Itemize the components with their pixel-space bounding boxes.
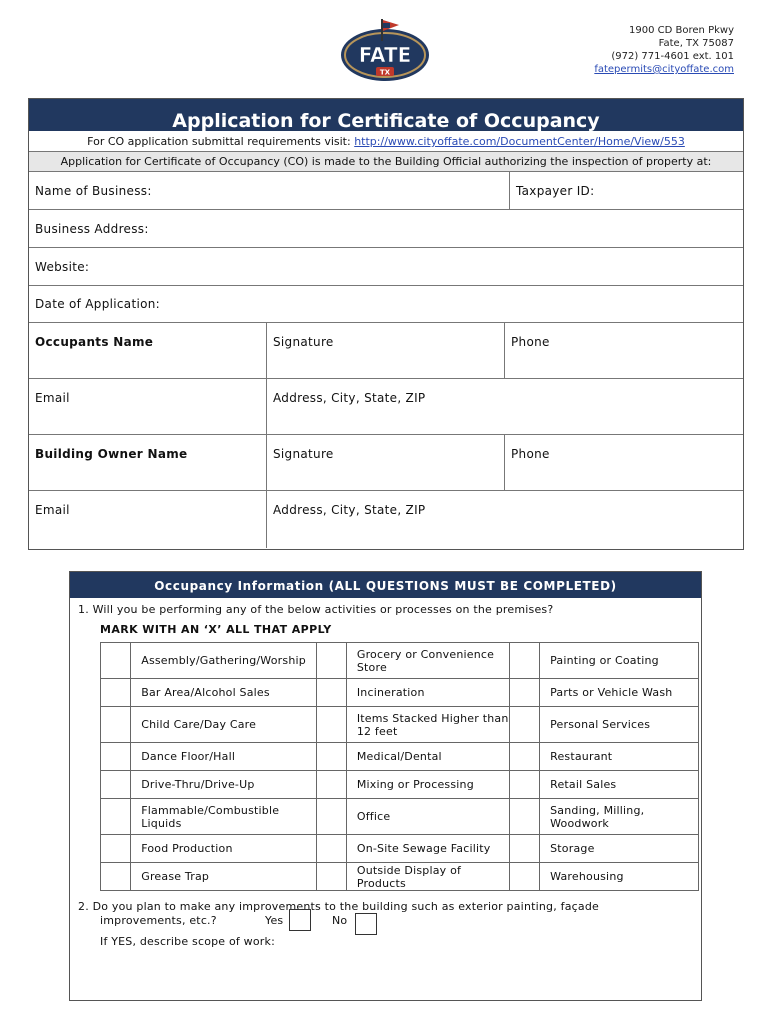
activity-checkbox[interactable] (316, 771, 346, 799)
activity-label: Drive-Thru/Drive-Up (131, 771, 316, 799)
owner-name-field[interactable]: Building Owner Name (35, 447, 188, 461)
divider (266, 491, 267, 548)
activities-table (100, 642, 699, 891)
activity-row (101, 643, 699, 679)
divider (266, 435, 267, 490)
activity-label: Warehousing (540, 863, 699, 891)
contact-email-link[interactable]: fatepermits@cityoffate.com (594, 64, 734, 75)
occupant-email-field[interactable]: Email (35, 391, 70, 405)
activity-label: Parts or Vehicle Wash (540, 679, 699, 707)
contact-info (594, 24, 734, 76)
activity-checkbox[interactable] (509, 771, 539, 799)
divider (266, 323, 267, 378)
activity-row (101, 799, 699, 835)
logo-state: TX (379, 68, 391, 77)
activity-label: Office (346, 799, 509, 835)
activity-label: Mixing or Processing (346, 771, 509, 799)
activity-checkbox[interactable] (509, 863, 539, 891)
business-name-field[interactable]: Name of Business: (35, 184, 152, 198)
activity-checkbox[interactable] (509, 835, 539, 863)
question-2: 2. Do you plan to make any improvements to the building such as exterior painting, façade (78, 900, 599, 913)
no-checkbox[interactable] (355, 913, 377, 935)
activity-label: Storage (540, 835, 699, 863)
contact-phone: (972) 771-4601 ext. 101 (611, 51, 734, 62)
activity-checkbox[interactable] (316, 799, 346, 835)
activity-label: Incineration (346, 679, 509, 707)
activity-label: Sanding, Milling, Woodwork (540, 799, 699, 835)
occupant-signature-field[interactable]: Signature (273, 335, 334, 349)
address-line-1: 1900 CD Boren Pkwy (629, 25, 734, 36)
activity-checkbox[interactable] (101, 743, 131, 771)
website-row (29, 248, 743, 286)
activity-checkbox[interactable] (509, 707, 539, 743)
occupancy-section (69, 571, 702, 1001)
activity-label: Flammable/Combustible Liquids (131, 799, 316, 835)
divider (504, 323, 505, 378)
activity-label: Items Stacked Higher than 12 feet (346, 707, 509, 743)
activity-checkbox[interactable] (101, 863, 131, 891)
requirements-text: For CO application submittal requirements visit: (87, 135, 355, 148)
activity-label: Personal Services (540, 707, 699, 743)
city-of-fate-logo (333, 17, 437, 85)
activity-label: Dance Floor/Hall (131, 743, 316, 771)
taxpayer-id-field[interactable]: Taxpayer ID: (516, 184, 595, 198)
activity-label: Medical/Dental (346, 743, 509, 771)
activity-checkbox[interactable] (101, 707, 131, 743)
date-field[interactable]: Date of Application: (35, 297, 160, 311)
activity-label: Retail Sales (540, 771, 699, 799)
activity-label: Grease Trap (131, 863, 316, 891)
activity-checkbox[interactable] (509, 799, 539, 835)
mark-instructions: MARK WITH AN ‘X’ ALL THAT APPLY (100, 623, 332, 636)
activity-checkbox[interactable] (101, 679, 131, 707)
activity-row (101, 863, 699, 891)
application-form (28, 98, 744, 550)
activity-checkbox[interactable] (101, 643, 131, 679)
address-line-2: Fate, TX 75087 (658, 38, 734, 49)
activity-checkbox[interactable] (316, 835, 346, 863)
form-title: Application for Certificate of Occupancy (172, 110, 600, 132)
question-2-cont: improvements, etc.? (100, 914, 217, 927)
activity-checkbox[interactable] (316, 707, 346, 743)
website-field[interactable]: Website: (35, 260, 90, 274)
yes-checkbox[interactable] (289, 909, 311, 931)
occupant-phone-field[interactable]: Phone (511, 335, 550, 349)
activity-checkbox[interactable] (509, 643, 539, 679)
activity-checkbox[interactable] (316, 643, 346, 679)
business-address-row (29, 210, 743, 248)
activity-label: Child Care/Day Care (131, 707, 316, 743)
owner-row-1 (29, 435, 743, 491)
activity-checkbox[interactable] (316, 679, 346, 707)
activity-label: Restaurant (540, 743, 699, 771)
owner-email-field[interactable]: Email (35, 503, 70, 517)
owner-signature-field[interactable]: Signature (273, 447, 334, 461)
no-label: No (332, 914, 348, 927)
activity-row (101, 679, 699, 707)
activity-checkbox[interactable] (316, 863, 346, 891)
scope-of-work-field[interactable]: If YES, describe scope of work: (100, 935, 275, 948)
activity-label: Outside Display of Products (346, 863, 509, 891)
activity-checkbox[interactable] (509, 743, 539, 771)
form-title-bar (29, 99, 743, 131)
activity-row (101, 835, 699, 863)
authorization-statement: Application for Certificate of Occupancy (CO) is made to the Building Official authorizing the inspection of property at: (29, 152, 743, 172)
occupant-address-field[interactable]: Address, City, State, ZIP (273, 391, 426, 405)
activity-checkbox[interactable] (101, 771, 131, 799)
business-name-row (29, 172, 743, 210)
activity-checkbox[interactable] (316, 743, 346, 771)
activity-checkbox[interactable] (101, 799, 131, 835)
activity-checkbox[interactable] (101, 835, 131, 863)
question-1: 1. Will you be performing any of the below activities or processes on the premises? (78, 603, 554, 616)
activity-label: Assembly/Gathering/Worship (131, 643, 316, 679)
requirements-link[interactable]: http://www.cityoffate.com/DocumentCenter/Home/View/553 (354, 135, 685, 148)
activity-row (101, 707, 699, 743)
activity-label: Food Production (131, 835, 316, 863)
logo-text: FATE (358, 43, 412, 67)
occupant-row-2 (29, 379, 743, 435)
activity-label: On-Site Sewage Facility (346, 835, 509, 863)
owner-address-field[interactable]: Address, City, State, ZIP (273, 503, 426, 517)
activity-label: Grocery or Convenience Store (346, 643, 509, 679)
divider (509, 172, 510, 209)
divider (504, 435, 505, 490)
activity-label: Bar Area/Alcohol Sales (131, 679, 316, 707)
yes-label: Yes (265, 914, 284, 927)
date-row (29, 286, 743, 323)
business-address-field[interactable]: Business Address: (35, 222, 149, 236)
owner-row-2 (29, 491, 743, 548)
requirements-line (29, 131, 743, 152)
occupant-name-field[interactable]: Occupants Name (35, 335, 154, 349)
activity-checkbox[interactable] (509, 679, 539, 707)
owner-phone-field[interactable]: Phone (511, 447, 550, 461)
divider (266, 379, 267, 434)
occupancy-heading: Occupancy Information (ALL QUESTIONS MUST BE COMPLETED) (70, 572, 701, 598)
occupant-row-1 (29, 323, 743, 379)
activity-row (101, 743, 699, 771)
activity-label: Painting or Coating (540, 643, 699, 679)
activity-row (101, 771, 699, 799)
